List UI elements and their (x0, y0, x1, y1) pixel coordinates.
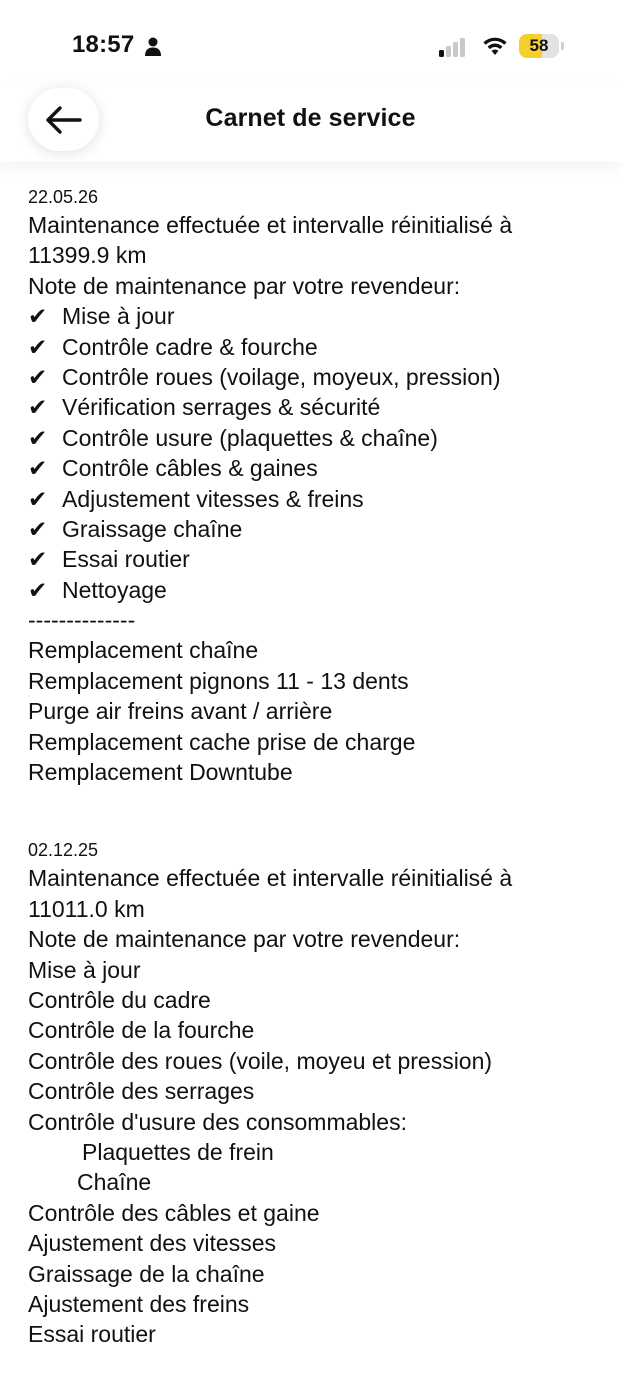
service-entry (28, 837, 608, 1349)
entry-date: 22.05.26 (28, 187, 99, 207)
line-text: Contrôle câbles & gaines (62, 455, 318, 482)
checkmark-icon: ✔ (28, 333, 48, 360)
line-text: Contrôle roues (voilage, moyeux, pression) (62, 363, 501, 390)
line-text: Maintenance effectuée et intervalle réinitialisé à (28, 865, 513, 892)
service-entry (28, 184, 608, 787)
line-text: -------------- (28, 607, 136, 634)
line-text: 11011.0 km (28, 895, 145, 922)
note-line (28, 1107, 608, 1137)
checklist-item (28, 392, 608, 422)
line-text: Graissage chaîne (62, 515, 243, 542)
line-text: 11399.9 km (28, 242, 147, 269)
line-text: Essai routier (28, 1321, 156, 1348)
line-text: Contrôle cadre & fourche (62, 333, 318, 360)
note-line (28, 757, 608, 787)
line-text: Mise à jour (28, 956, 141, 983)
note-line (28, 1289, 608, 1319)
checkmark-icon: ✔ (28, 394, 48, 421)
note-line (28, 1228, 608, 1258)
note-line (28, 666, 608, 696)
line-text: Plaquettes de frein (82, 1138, 274, 1165)
note-line (28, 727, 608, 757)
line-text: Contrôle du cadre (28, 986, 211, 1013)
header (0, 84, 621, 162)
checklist-item (28, 453, 608, 483)
line-text: Vérification serrages & sécurité (62, 394, 381, 421)
note-line (28, 635, 608, 665)
line-text: Graissage de la chaîne (28, 1260, 265, 1287)
note-line (28, 1167, 608, 1197)
line-text: Nettoyage (62, 576, 167, 603)
checkmark-icon: ✔ (28, 576, 48, 603)
line-text: Maintenance effectuée et intervalle réinitialisé à (28, 212, 513, 238)
page-title: Carnet de service (205, 104, 416, 132)
checkmark-icon: ✔ (28, 546, 48, 573)
line-text: Contrôle des roues (voile, moyeu et pression) (28, 1047, 493, 1074)
line-text: Remplacement cache prise de charge (28, 728, 416, 755)
line-text: Contrôle de la fourche (28, 1017, 255, 1044)
line-text: Contrôle usure (plaquettes & chaîne) (62, 424, 438, 451)
note-line (28, 955, 608, 985)
checklist-item (28, 423, 608, 453)
line-text: Ajustement des freins (28, 1290, 250, 1317)
note-line (28, 1198, 608, 1228)
note-line (28, 605, 608, 635)
battery-indicator (519, 34, 565, 58)
line-text: Remplacement chaîne (28, 637, 259, 664)
checkmark-icon: ✔ (28, 363, 48, 390)
checkmark-icon: ✔ (28, 303, 48, 330)
checkmark-icon: ✔ (28, 515, 48, 542)
line-text: Remplacement pignons 11 - 13 dents (28, 667, 409, 694)
note-line (28, 271, 608, 301)
line-text: Remplacement Downtube (28, 759, 293, 786)
checklist-item (28, 301, 608, 331)
note-line (28, 1046, 608, 1076)
line-text: Ajustement des vitesses (28, 1230, 277, 1257)
line-text: Note de maintenance par votre revendeur: (28, 272, 461, 299)
checklist-item (28, 544, 608, 574)
note-line (28, 985, 608, 1015)
note-line (28, 894, 608, 924)
checkmark-icon: ✔ (28, 485, 48, 512)
entry-date: 02.12.25 (28, 840, 99, 861)
line-text: Essai routier (62, 546, 190, 573)
line-text: Purge air freins avant / arrière (28, 698, 333, 725)
checkmark-icon: ✔ (28, 424, 48, 451)
note-line (28, 863, 608, 893)
checklist-item (28, 332, 608, 362)
note-line (28, 210, 608, 240)
checklist-item (28, 514, 608, 544)
note-line (28, 1137, 608, 1167)
checklist-item (28, 575, 608, 605)
line-text: Chaîne (77, 1169, 152, 1196)
note-line (28, 696, 608, 726)
battery-level: 58 (529, 36, 549, 55)
line-text: Contrôle des câbles et gaine (28, 1199, 320, 1226)
service-log-list (28, 184, 608, 1400)
person-icon (144, 37, 162, 57)
wifi-icon (481, 35, 509, 57)
note-line (28, 1015, 608, 1045)
note-line (28, 1319, 608, 1349)
cellular-signal-icon (439, 36, 473, 58)
status-time: 18:57 (72, 31, 135, 58)
note-line (28, 240, 608, 270)
line-text: Note de maintenance par votre revendeur: (28, 926, 461, 953)
status-bar (0, 0, 621, 90)
line-text: Contrôle d'usure des consommables: (28, 1108, 407, 1135)
checklist-item (28, 484, 608, 514)
line-text: Contrôle des serrages (28, 1078, 255, 1105)
note-line (28, 1259, 608, 1289)
note-line (28, 1076, 608, 1106)
note-line (28, 924, 608, 954)
line-text: Mise à jour (62, 303, 175, 330)
line-text: Adjustement vitesses & freins (62, 485, 364, 512)
checklist-item (28, 362, 608, 392)
checkmark-icon: ✔ (28, 455, 48, 482)
